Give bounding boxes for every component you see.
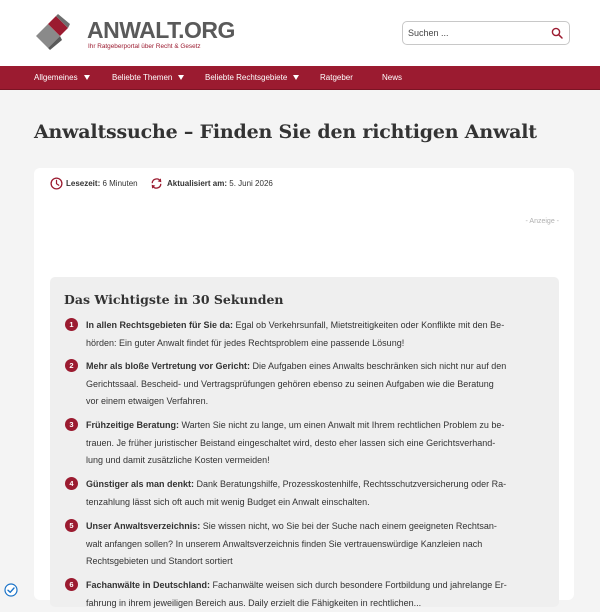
point-line: vor einem etwaigen Verfahren.	[86, 396, 209, 407]
point-number-badge: 4	[65, 477, 78, 490]
point-heading: Günstiger als man denkt:	[86, 479, 195, 489]
caret-down-icon	[293, 75, 299, 80]
nav-item-label: Allgemeines	[34, 73, 78, 82]
site-header	[0, 0, 600, 66]
caret-down-icon	[84, 75, 90, 80]
point-line: lung und damit zusätzliche Kosten vermeiden!	[86, 455, 270, 466]
point-line: Warten Sie nicht zu lange, um einen Anwalt mit Ihrem rechtlichen Problem zu be-	[179, 420, 505, 430]
point-text	[86, 417, 546, 470]
updated-date	[167, 174, 273, 194]
search-icon[interactable]	[551, 27, 563, 39]
nav-item-news[interactable]	[382, 66, 402, 90]
reading-time-value: 6 Minuten	[102, 179, 138, 188]
point-number-badge: 2	[65, 359, 78, 372]
nav-item-beliebte-rechtsgebiete[interactable]	[205, 66, 299, 90]
search-input[interactable]	[403, 22, 543, 44]
summary-title: Das Wichtigste in 30 Sekunden	[64, 292, 284, 307]
point-heading: Fachanwälte in Deutschland:	[86, 580, 211, 590]
point-number-badge: 3	[65, 418, 78, 431]
point-line: Gerichtssaal. Bescheid- und Vertragsprüfungen gehören ebenso zu seinen Aufgaben wie die Beratung	[86, 378, 494, 389]
point-line: Egal ob Verkehrsunfall, Mietstreitigkeiten oder Konflikte mit den Be-	[233, 320, 505, 330]
page-title: Anwaltssuche – Finden Sie den richtigen Anwalt	[34, 121, 537, 143]
caret-down-icon	[178, 75, 184, 80]
point-line: tenzahlung lässt sich oft auch mit wenig Budget ein Anwalt einschalten.	[86, 496, 370, 507]
point-text	[86, 317, 546, 352]
point-number-badge: 6	[65, 578, 78, 591]
site-logo[interactable]	[34, 12, 235, 54]
search-box	[402, 21, 570, 45]
point-text	[86, 577, 546, 612]
nav-item-label: Beliebte Themen	[112, 73, 173, 82]
point-number-badge: 5	[65, 519, 78, 532]
point-heading: Frühzeitige Beratung:	[86, 420, 180, 430]
logo-subtitle: Ihr Ratgeberportal über Recht & Gesetz	[88, 43, 201, 50]
nav-item-allgemeines[interactable]	[34, 66, 90, 90]
point-heading: Mehr als bloße Vertretung vor Gericht:	[86, 361, 251, 371]
point-number-badge: 1	[65, 318, 78, 331]
reading-time	[66, 174, 138, 194]
nav-item-label: News	[382, 73, 403, 82]
point-line: Sie wissen nicht, wo Sie bei der Suche nach einem geeigneten Rechtsan-	[200, 521, 497, 531]
nav-item-ratgeber[interactable]	[320, 66, 353, 90]
point-line: Die Aufgaben eines Anwalts beschränken sich nicht nur auf den	[250, 361, 507, 371]
privacy-badge-icon[interactable]	[4, 583, 18, 597]
updated-value: 5. Juni 2026	[229, 179, 273, 188]
clock-icon	[50, 177, 63, 190]
point-line: Rechtsgebieten und Standort sortiert	[86, 556, 233, 567]
point-line: trauen. Je früher juristischer Beistand eingeschaltet wird, desto eher lassen sich eine Gerichtsverhand-	[86, 437, 496, 448]
point-heading: Unser Anwaltsverzeichnis:	[86, 521, 201, 531]
point-text	[86, 476, 546, 511]
nav-item-label: Ratgeber	[320, 73, 353, 82]
ad-label: - Anzeige -	[525, 218, 559, 225]
logo-mark-icon	[34, 14, 72, 50]
refresh-icon	[150, 177, 163, 190]
updated-label: Aktualisiert am:	[167, 179, 228, 188]
reading-time-label: Lesezeit:	[66, 179, 101, 188]
point-text	[86, 358, 546, 411]
main-navigation	[0, 66, 600, 90]
nav-item-beliebte-themen[interactable]	[112, 66, 184, 90]
nav-item-label: Beliebte Rechtsgebiete	[205, 73, 288, 82]
point-line: fahrung in ihrem jeweiligen Bereich aus. Daily erzielt die Fähigkeiten in rechtlichen...	[86, 597, 422, 608]
point-line: Dank Beratungshilfe, Prozesskostenhilfe, Rechtsschutzversicherung oder Ra-	[194, 479, 507, 489]
point-line: Fachanwälte weisen sich durch besondere Fortbildung und jahrelange Er-	[210, 580, 507, 590]
point-heading: In allen Rechtsgebieten für Sie da:	[86, 320, 234, 330]
point-line: walt anfangen sollen? In unserem Anwaltsverzeichnis finden Sie vertrauenswürdige Kanzleien nach	[86, 538, 483, 549]
logo-title: ANWALT.ORG	[87, 17, 235, 43]
point-text	[86, 518, 546, 571]
point-line: hörden: Ein guter Anwalt findet für jedes Rechtsproblem eine passende Lösung!	[86, 337, 405, 348]
